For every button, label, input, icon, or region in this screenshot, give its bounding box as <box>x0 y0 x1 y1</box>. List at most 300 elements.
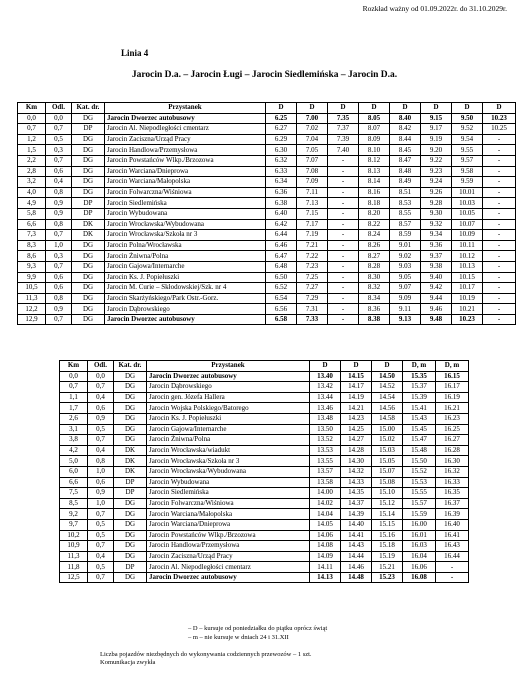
departure-time-cell: 8.05 <box>359 113 390 124</box>
column-header: D <box>483 103 516 114</box>
departure-time-cell: 14.35 <box>341 488 372 499</box>
stop-name-cell: Jarocin Warciana/Dnieprowa <box>105 166 266 177</box>
departure-time-cell: 8.59 <box>390 230 421 241</box>
stop-name-cell: Jarocin Wrocławska/Wybudowana <box>147 466 310 477</box>
departure-time-cell: 14.13 <box>310 572 341 583</box>
departure-time-cell: 14.02 <box>310 498 341 509</box>
departure-time-cell: 16.23 <box>436 413 469 424</box>
departure-time-cell: 15.37 <box>403 382 436 393</box>
distance-cell: 0,4 <box>88 445 114 456</box>
departure-time-cell: 15.57 <box>403 498 436 509</box>
stop-name-cell: Jarocin Wrocławska/Szkoła nr 3 <box>105 230 266 241</box>
km-cell: 8,5 <box>60 498 88 509</box>
departure-time-cell: - <box>483 187 516 198</box>
km-cell: 0,7 <box>60 382 88 393</box>
road-category-cell: DG <box>72 177 105 188</box>
departure-time-cell: 14.27 <box>341 435 372 446</box>
road-category-cell: DG <box>72 134 105 145</box>
departure-time-cell: - <box>483 208 516 219</box>
road-category-cell: DG <box>114 382 147 393</box>
departure-time-cell: 7.39 <box>328 134 359 145</box>
km-cell: 1,2 <box>18 134 46 145</box>
departure-time-cell: 6.56 <box>266 304 297 315</box>
departure-time-cell: 6.54 <box>266 293 297 304</box>
table-row <box>60 572 469 583</box>
departure-time-cell: 15.53 <box>403 477 436 488</box>
table-row <box>60 403 469 414</box>
km-cell: 0,7 <box>18 124 46 135</box>
km-cell: 12,5 <box>60 572 88 583</box>
km-cell: 3,8 <box>60 435 88 446</box>
km-cell: 0,0 <box>60 371 88 382</box>
departure-time-cell: 15.15 <box>372 519 403 530</box>
distance-cell: 0,8 <box>46 293 72 304</box>
distance-cell: 0,6 <box>46 272 72 283</box>
departure-time-cell: 7.17 <box>297 219 328 230</box>
distance-cell: 1,0 <box>88 498 114 509</box>
table-row <box>18 155 516 166</box>
departure-time-cell: 15.07 <box>372 466 403 477</box>
distance-cell: 0,4 <box>88 551 114 562</box>
departure-time-cell: 15.39 <box>403 392 436 403</box>
departure-time-cell: 14.08 <box>310 541 341 552</box>
table-row <box>18 283 516 294</box>
stop-name-cell: Jarocin Wrocławska/wiadukt <box>147 445 310 456</box>
legend-line-m: – m – nie kursuje w dniach 24 i 31.XII <box>188 634 289 641</box>
departure-time-cell: 14.25 <box>341 424 372 435</box>
road-category-cell: DK <box>72 219 105 230</box>
road-category-cell: DG <box>114 371 147 382</box>
distance-cell: 1,0 <box>88 466 114 477</box>
departure-time-cell: - <box>328 240 359 251</box>
departure-time-cell: 8.30 <box>359 272 390 283</box>
km-cell: 12,2 <box>18 304 46 315</box>
departure-time-cell: 14.46 <box>341 562 372 573</box>
departure-time-cell: 7.35 <box>328 113 359 124</box>
table-row <box>60 488 469 499</box>
table-row <box>60 445 469 456</box>
column-header: D <box>421 103 452 114</box>
departure-time-cell: 9.30 <box>421 208 452 219</box>
departure-time-cell: 15.00 <box>372 424 403 435</box>
road-category-cell: DP <box>72 208 105 219</box>
stop-name-cell: Jarocin Wojska Polskiego/Batorego <box>147 403 310 414</box>
departure-time-cell: 6.42 <box>266 219 297 230</box>
stop-name-cell: Jarocin Handlowa/Przemysłowa <box>105 145 266 156</box>
departure-time-cell: 6.27 <box>266 124 297 135</box>
departure-time-cell: 9.22 <box>421 155 452 166</box>
table-row <box>18 166 516 177</box>
departure-time-cell: 8.45 <box>390 145 421 156</box>
departure-time-cell: 14.52 <box>372 382 403 393</box>
departure-time-cell: 14.41 <box>341 530 372 541</box>
distance-cell: 0,9 <box>46 304 72 315</box>
departure-time-cell: 7.23 <box>297 261 328 272</box>
column-header: D <box>372 361 403 372</box>
departure-time-cell: 6.34 <box>266 177 297 188</box>
km-cell: 4,2 <box>60 445 88 456</box>
departure-time-cell: 16.21 <box>436 403 469 414</box>
km-cell: 0,0 <box>18 113 46 124</box>
column-header: D, m <box>403 361 436 372</box>
table-row <box>60 466 469 477</box>
km-cell: 10,2 <box>60 530 88 541</box>
departure-time-cell: 9.57 <box>452 155 483 166</box>
departure-time-cell: 7.33 <box>297 314 328 325</box>
departure-time-cell: 7.11 <box>297 187 328 198</box>
departure-time-cell: 8.36 <box>359 304 390 315</box>
km-cell: 8,6 <box>18 251 46 262</box>
distance-cell: 0,5 <box>88 519 114 530</box>
road-category-cell: DP <box>114 477 147 488</box>
stop-name-cell: Jarocin Dworzec autobusowy <box>147 371 310 382</box>
stop-name-cell: Jarocin Dąbrowskiego <box>147 382 310 393</box>
column-header: D <box>390 103 421 114</box>
stop-name-cell: Jarocin Powstańców Wlkp./Brzozowa <box>105 155 266 166</box>
road-category-cell: DG <box>114 413 147 424</box>
departure-time-cell: 9.36 <box>421 240 452 251</box>
table-row <box>18 208 516 219</box>
departure-time-cell: - <box>328 166 359 177</box>
column-header: D, m <box>436 361 469 372</box>
road-category-cell: DK <box>114 466 147 477</box>
departure-time-cell: 7.07 <box>297 155 328 166</box>
departure-time-cell: 9.09 <box>390 293 421 304</box>
route-title: Jarocin D.a. – Jarocin Ługi – Jarocin Siedlemińska – Jarocin D.a. <box>131 70 398 80</box>
departure-time-cell: 16.43 <box>436 541 469 552</box>
departure-time-cell: 7.40 <box>328 145 359 156</box>
departure-time-cell: 9.28 <box>421 198 452 209</box>
table-row <box>18 293 516 304</box>
departure-time-cell: 9.32 <box>421 219 452 230</box>
road-category-cell: DG <box>114 519 147 530</box>
departure-time-cell: 9.42 <box>421 283 452 294</box>
departure-time-cell: 7.27 <box>297 283 328 294</box>
table-header-row <box>18 103 516 114</box>
departure-time-cell: 10.25 <box>483 124 516 135</box>
timetable-weekday-morning <box>17 102 516 325</box>
km-cell: 9,2 <box>60 509 88 520</box>
distance-cell: 0,7 <box>46 261 72 272</box>
departure-time-cell: 16.39 <box>436 509 469 520</box>
departure-time-cell: 9.02 <box>390 251 421 262</box>
road-category-cell: DG <box>114 551 147 562</box>
departure-time-cell: 7.13 <box>297 198 328 209</box>
departure-time-cell: 16.15 <box>436 371 469 382</box>
departure-time-cell: 7.09 <box>297 177 328 188</box>
departure-time-cell: 16.44 <box>436 551 469 562</box>
distance-cell: 0,7 <box>46 155 72 166</box>
road-category-cell: DG <box>114 392 147 403</box>
stop-name-cell: Jarocin Gajowa/Internarche <box>147 424 310 435</box>
stop-name-cell: Jarocin Warciana/Dnieprowa <box>147 519 310 530</box>
departure-time-cell: 8.38 <box>359 314 390 325</box>
departure-time-cell: 14.50 <box>372 371 403 382</box>
departure-time-cell: 10.12 <box>452 251 483 262</box>
departure-time-cell: 16.33 <box>436 477 469 488</box>
departure-time-cell: 15.02 <box>372 435 403 446</box>
km-cell: 11,8 <box>60 562 88 573</box>
departure-time-cell: 15.03 <box>372 445 403 456</box>
departure-time-cell: 15.10 <box>372 488 403 499</box>
departure-time-cell: 9.52 <box>452 124 483 135</box>
departure-time-cell: 13.40 <box>310 371 341 382</box>
departure-time-cell: 7.19 <box>297 230 328 241</box>
table-row <box>60 551 469 562</box>
departure-time-cell: 13.50 <box>310 424 341 435</box>
departure-time-cell: - <box>328 219 359 230</box>
departure-time-cell: - <box>328 272 359 283</box>
departure-time-cell: 14.30 <box>341 456 372 467</box>
departure-time-cell: 9.03 <box>390 261 421 272</box>
road-category-cell: DG <box>72 240 105 251</box>
departure-time-cell: 10.15 <box>452 272 483 283</box>
departure-time-cell: 14.11 <box>310 562 341 573</box>
km-cell: 7,5 <box>60 488 88 499</box>
departure-time-cell: - <box>483 198 516 209</box>
stop-name-cell: Jarocin Wrocławska/Szkoła nr 3 <box>147 456 310 467</box>
departure-time-cell: - <box>483 304 516 315</box>
departure-time-cell: 8.10 <box>359 145 390 156</box>
column-header: Przystanek <box>147 361 310 372</box>
table-row <box>60 562 469 573</box>
stop-name-cell: Jarocin Powstańców Wlkp./Brzozowa <box>147 530 310 541</box>
distance-cell: 0,7 <box>46 230 72 241</box>
table-row <box>18 251 516 262</box>
departure-time-cell: 9.24 <box>421 177 452 188</box>
stop-name-cell: Jarocin M. Curie – Skłodowskiej/Szk. nr 4 <box>105 283 266 294</box>
road-category-cell: DG <box>72 261 105 272</box>
departure-time-cell: - <box>328 230 359 241</box>
departure-time-cell: 13.52 <box>310 435 341 446</box>
departure-time-cell: 16.28 <box>436 445 469 456</box>
departure-time-cell: - <box>328 283 359 294</box>
departure-time-cell: 7.25 <box>297 272 328 283</box>
distance-cell: 0,8 <box>88 456 114 467</box>
stop-name-cell: Jarocin Skarżyńskiego/Park Ostr.-Gorz. <box>105 293 266 304</box>
departure-time-cell: 6.32 <box>266 155 297 166</box>
departure-time-cell: 15.52 <box>403 466 436 477</box>
departure-time-cell: 14.32 <box>341 466 372 477</box>
departure-time-cell: - <box>483 261 516 272</box>
departure-time-cell: 15.12 <box>372 498 403 509</box>
road-category-cell: DG <box>114 572 147 583</box>
stop-name-cell: Jarocin Siedlemińska <box>105 198 266 209</box>
km-cell: 4,0 <box>18 187 46 198</box>
distance-cell: 0,5 <box>88 562 114 573</box>
km-cell: 4,9 <box>18 198 46 209</box>
road-category-cell: DG <box>72 113 105 124</box>
table-row <box>18 187 516 198</box>
departure-time-cell: 7.02 <box>297 124 328 135</box>
departure-time-cell: 13.57 <box>310 466 341 477</box>
departure-time-cell: 13.55 <box>310 456 341 467</box>
road-category-cell: DG <box>72 293 105 304</box>
table-row <box>18 219 516 230</box>
departure-time-cell: 8.09 <box>359 134 390 145</box>
departure-time-cell: 14.48 <box>341 572 372 583</box>
road-category-cell: DK <box>114 456 147 467</box>
table-row <box>60 424 469 435</box>
road-category-cell: DP <box>114 488 147 499</box>
departure-time-cell: 14.33 <box>341 477 372 488</box>
departure-time-cell: 13.44 <box>310 392 341 403</box>
road-category-cell: DP <box>72 124 105 135</box>
departure-time-cell: 15.23 <box>372 572 403 583</box>
departure-time-cell: 16.01 <box>403 530 436 541</box>
departure-time-cell: 6.38 <box>266 198 297 209</box>
departure-time-cell: 6.36 <box>266 187 297 198</box>
departure-time-cell: 6.52 <box>266 283 297 294</box>
vehicle-count-note: Liczba pojazdów niezbędnych do wykonywania codziennych przewozów – 1 szt. <box>100 651 312 658</box>
table-row <box>18 304 516 315</box>
departure-time-cell: 14.15 <box>341 371 372 382</box>
road-category-cell: DG <box>72 251 105 262</box>
departure-time-cell: 9.01 <box>390 240 421 251</box>
road-category-cell: DG <box>114 541 147 552</box>
stop-name-cell: Jarocin Warciana/Małopolska <box>105 177 266 188</box>
departure-time-cell: 6.48 <box>266 261 297 272</box>
road-category-cell: DG <box>72 314 105 325</box>
departure-time-cell: 9.37 <box>421 251 452 262</box>
departure-time-cell: 15.59 <box>403 509 436 520</box>
departure-time-cell: 15.05 <box>372 456 403 467</box>
table-row <box>18 261 516 272</box>
line-number: Linia 4 <box>121 48 149 58</box>
departure-time-cell: 14.05 <box>310 519 341 530</box>
departure-time-cell: 8.28 <box>359 261 390 272</box>
table-header-row <box>60 361 469 372</box>
table-row <box>60 413 469 424</box>
departure-time-cell: 7.04 <box>297 134 328 145</box>
road-category-cell: DG <box>72 145 105 156</box>
service-type-note: Komunikacja zwykła <box>100 659 156 666</box>
km-cell: 3,1 <box>60 424 88 435</box>
departure-time-cell: - <box>436 562 469 573</box>
departure-time-cell: 8.07 <box>359 124 390 135</box>
departure-time-cell: 14.58 <box>372 413 403 424</box>
stop-name-cell: Jarocin Żniwna/Polna <box>147 435 310 446</box>
departure-time-cell: 16.37 <box>436 498 469 509</box>
departure-time-cell: - <box>483 166 516 177</box>
km-cell: 2,6 <box>60 413 88 424</box>
departure-time-cell: 14.19 <box>341 392 372 403</box>
departure-time-cell: 13.48 <box>310 413 341 424</box>
road-category-cell: DP <box>114 562 147 573</box>
departure-time-cell: 8.47 <box>390 155 421 166</box>
departure-time-cell: 14.54 <box>372 392 403 403</box>
departure-time-cell: 14.17 <box>341 382 372 393</box>
departure-time-cell: 14.04 <box>310 509 341 520</box>
distance-cell: 0,9 <box>88 413 114 424</box>
column-header: D <box>297 103 328 114</box>
distance-cell: 0,6 <box>88 477 114 488</box>
distance-cell: 0,0 <box>46 113 72 124</box>
km-cell: 12,9 <box>18 314 46 325</box>
distance-cell: 0,6 <box>46 166 72 177</box>
departure-time-cell: 15.35 <box>403 371 436 382</box>
distance-cell: 1,0 <box>46 240 72 251</box>
km-cell: 11,3 <box>18 293 46 304</box>
distance-cell: 0,7 <box>88 435 114 446</box>
table-row <box>60 541 469 552</box>
road-category-cell: DG <box>72 155 105 166</box>
departure-time-cell: 14.44 <box>341 551 372 562</box>
departure-time-cell: 10.21 <box>452 304 483 315</box>
table-row <box>60 509 469 520</box>
column-header: D <box>310 361 341 372</box>
road-category-cell: DG <box>72 283 105 294</box>
departure-time-cell: 10.23 <box>483 113 516 124</box>
table-row <box>60 477 469 488</box>
departure-time-cell: 8.26 <box>359 240 390 251</box>
road-category-cell: DG <box>114 530 147 541</box>
distance-cell: 0,5 <box>88 530 114 541</box>
departure-time-cell: 16.08 <box>403 572 436 583</box>
stop-name-cell: Jarocin Folwarczna/Wiśniowa <box>147 498 310 509</box>
stop-name-cell: Jarocin Ks. J. Popiełuszki <box>105 272 266 283</box>
departure-time-cell: - <box>483 177 516 188</box>
stop-name-cell: Jarocin Wrocławska/Wybudowana <box>105 219 266 230</box>
departure-time-cell: 8.24 <box>359 230 390 241</box>
departure-time-cell: 9.13 <box>390 314 421 325</box>
column-header: Odl. <box>46 103 72 114</box>
km-cell: 6,0 <box>60 466 88 477</box>
departure-time-cell: - <box>483 145 516 156</box>
departure-time-cell: 8.14 <box>359 177 390 188</box>
departure-time-cell: 14.56 <box>372 403 403 414</box>
column-header: Km <box>18 103 46 114</box>
departure-time-cell: - <box>328 314 359 325</box>
departure-time-cell: 8.13 <box>359 166 390 177</box>
departure-time-cell: 15.08 <box>372 477 403 488</box>
departure-time-cell: 10.19 <box>452 293 483 304</box>
stop-name-cell: Jarocin Handlowa/Przemysłowa <box>147 541 310 552</box>
departure-time-cell: 14.09 <box>310 551 341 562</box>
road-category-cell: DG <box>114 498 147 509</box>
departure-time-cell: - <box>436 572 469 583</box>
stop-name-cell: Jarocin gen. Józefa Hallera <box>147 392 310 403</box>
km-cell: 1,1 <box>60 392 88 403</box>
column-header: Odl. <box>88 361 114 372</box>
road-category-cell: DK <box>114 445 147 456</box>
stop-name-cell: Jarocin Żniwna/Polna <box>105 251 266 262</box>
stop-name-cell: Jarocin Ks. J. Popiełuszki <box>147 413 310 424</box>
column-header: D <box>266 103 297 114</box>
km-cell: 10,5 <box>18 283 46 294</box>
departure-time-cell: 9.50 <box>452 113 483 124</box>
stop-name-cell: Jarocin Dworzec autobusowy <box>105 113 266 124</box>
km-cell: 5,8 <box>18 208 46 219</box>
road-category-cell: DG <box>72 272 105 283</box>
km-cell: 5,0 <box>60 456 88 467</box>
stop-name-cell: Jarocin Wybudowana <box>147 477 310 488</box>
road-category-cell: DG <box>114 435 147 446</box>
departure-time-cell: 10.23 <box>452 314 483 325</box>
departure-time-cell: 9.48 <box>421 314 452 325</box>
departure-time-cell: 15.16 <box>372 530 403 541</box>
departure-time-cell: 16.35 <box>436 488 469 499</box>
departure-time-cell: 8.34 <box>359 293 390 304</box>
departure-time-cell: 13.42 <box>310 382 341 393</box>
departure-time-cell: 15.21 <box>372 562 403 573</box>
table-row <box>18 134 516 145</box>
departure-time-cell: - <box>483 134 516 145</box>
departure-time-cell: - <box>483 314 516 325</box>
departure-time-cell: 7.37 <box>328 124 359 135</box>
distance-cell: 0,7 <box>88 572 114 583</box>
departure-time-cell: 9.38 <box>421 261 452 272</box>
